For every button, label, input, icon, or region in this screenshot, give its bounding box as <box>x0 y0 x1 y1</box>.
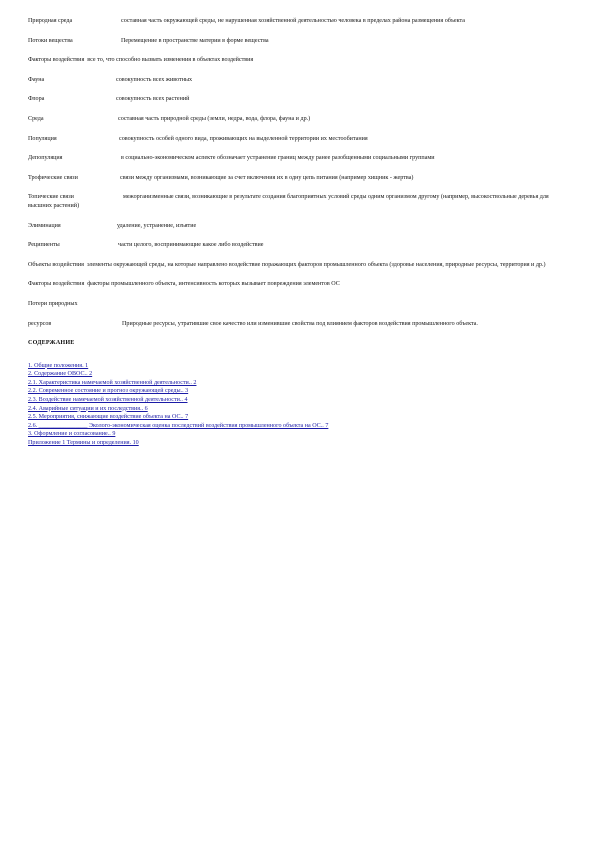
table-of-contents <box>28 362 568 448</box>
glossary-term: Природная среда <box>28 18 73 24</box>
glossary-term: Факторы воздействия <box>28 281 85 288</box>
glossary-definition: части целого, воспринимающие какое либо воздействие <box>118 242 264 249</box>
toc-link[interactable]: 2. Содержание ОВОС.. 2 <box>28 371 93 378</box>
glossary-definition: межорганизменные связи, возникающие в результате создания благоприятных условий среды одним организмом другому (например, высокоствольные деревья для высшних растений) <box>28 194 549 209</box>
glossary-entry-eliminaciya <box>28 222 568 231</box>
glossary-entry-obekty <box>28 261 568 270</box>
toc-link[interactable]: 2.4. Аварийные ситуации и их последствия.. 6 <box>28 405 148 412</box>
glossary-definition: совокупность всех растений <box>116 96 190 103</box>
glossary-term: Потоки вещества <box>28 37 73 44</box>
glossary-entry-troficheskie <box>28 174 568 183</box>
glossary-term: Факторы воздействия <box>28 57 85 64</box>
glossary-definition: Перемещение в пространстве материи в форме вещества <box>121 37 269 44</box>
glossary-term: Топические связи <box>28 194 74 201</box>
glossary-entry-fauna <box>28 76 568 85</box>
document-page <box>28 17 568 448</box>
glossary-entry-populyaciya <box>28 135 568 144</box>
glossary-term: Объекты воздействия <box>28 261 84 268</box>
glossary-definition: совокупность всех животных <box>116 76 193 83</box>
toc-link[interactable]: 3. Оформление и согласование.. 9 <box>28 431 116 438</box>
glossary-entry-faktory-vozdeystviya <box>28 280 568 289</box>
glossary-term: Фауна <box>28 76 45 83</box>
glossary-entry-sreda <box>28 115 568 124</box>
glossary-entry-flora <box>28 95 568 104</box>
glossary-definition: элементы окружающей среды, на которые направлено воздействие поражающих факторов промышленного объекта (здоровье населения, природные ресурсы, территория и др.) <box>86 261 546 268</box>
glossary-term: Реципиенты <box>28 242 60 249</box>
glossary-term: Флора <box>28 96 45 103</box>
glossary-term: Популяция <box>28 135 57 142</box>
glossary-term: Элиминация <box>28 222 61 229</box>
glossary-definition: связи между организмами, возникающие за счет включения их в одну цепь питания (например хищник - жертва) <box>120 174 414 181</box>
glossary-term: Среда <box>28 115 44 122</box>
glossary-entry-resursy <box>28 320 568 329</box>
glossary-definition: совокупность особей одного вида, проживающих на выделенной территории их местообитания <box>119 135 368 142</box>
toc-link[interactable]: 2.5. Мероприятия, снижающие воздействие объекта на ОС.. 7 <box>28 414 189 421</box>
glossary-definition: факторы промышленного объекта, интенсивность которых вызывает повреждения элементов ОС <box>87 281 340 288</box>
glossary-term: Трофические связи <box>28 174 78 181</box>
glossary-entry-recipienty <box>28 241 568 250</box>
toc-link[interactable]: 1. Общие положения. 1 <box>28 362 89 369</box>
toc-link[interactable]: 2.2. Современное состояние и прогноз окружающей среды.. 3 <box>28 388 189 395</box>
glossary-definition: удаление, устранение, изъятие <box>117 222 197 229</box>
glossary-entry-depopulyaciya <box>28 154 568 163</box>
glossary-definition: в социально-экономическом аспекте обозначает устранение границ между ранее разобщенными социальными группами <box>121 155 435 162</box>
glossary-entry-poteri <box>28 300 568 309</box>
glossary-term: ресурсов <box>28 320 52 327</box>
glossary-term: Потери природных <box>28 300 78 307</box>
toc-link[interactable]: 2.6. ________________ Эколого-экономическая оценка последствий воздействия промышленного объекта на ОС.. 7 <box>28 422 329 429</box>
glossary-entry-faktory <box>28 56 568 65</box>
glossary-entry-prirodnaya-sreda <box>28 17 568 26</box>
glossary-definition: все то, что способно вызвать изменения в объектах воздействия <box>87 57 254 64</box>
toc-link[interactable]: 2.1. Характеристика намечаемой хозяйственной деятельности.. 2 <box>28 379 197 386</box>
toc-link[interactable]: Приложение 1 Термины и определения. 10 <box>28 440 139 447</box>
glossary-definition: Природные ресурсы, утратившие свое качество или изменившие свойства под влиянием факторов воздействия промышленного объекта. <box>122 320 478 327</box>
glossary-entry-potoki <box>28 37 568 46</box>
glossary-entry-topicheskie <box>28 193 568 210</box>
glossary-definition: составная часть окружающей среды, не нарушенная хозяйственной деятельностью человека в пределах района размещения объекта <box>121 18 465 24</box>
glossary-definition: составная часть природной среды (земли, недра, вода, флора, фауна и др.) <box>118 115 311 122</box>
glossary-term: Депопуляция <box>28 155 63 162</box>
toc-title: СОДЕРЖАНИЕ <box>28 340 75 347</box>
toc-link[interactable]: 2.3. Воздействие намечаемой хозяйственной деятельности.. 4 <box>28 397 188 404</box>
